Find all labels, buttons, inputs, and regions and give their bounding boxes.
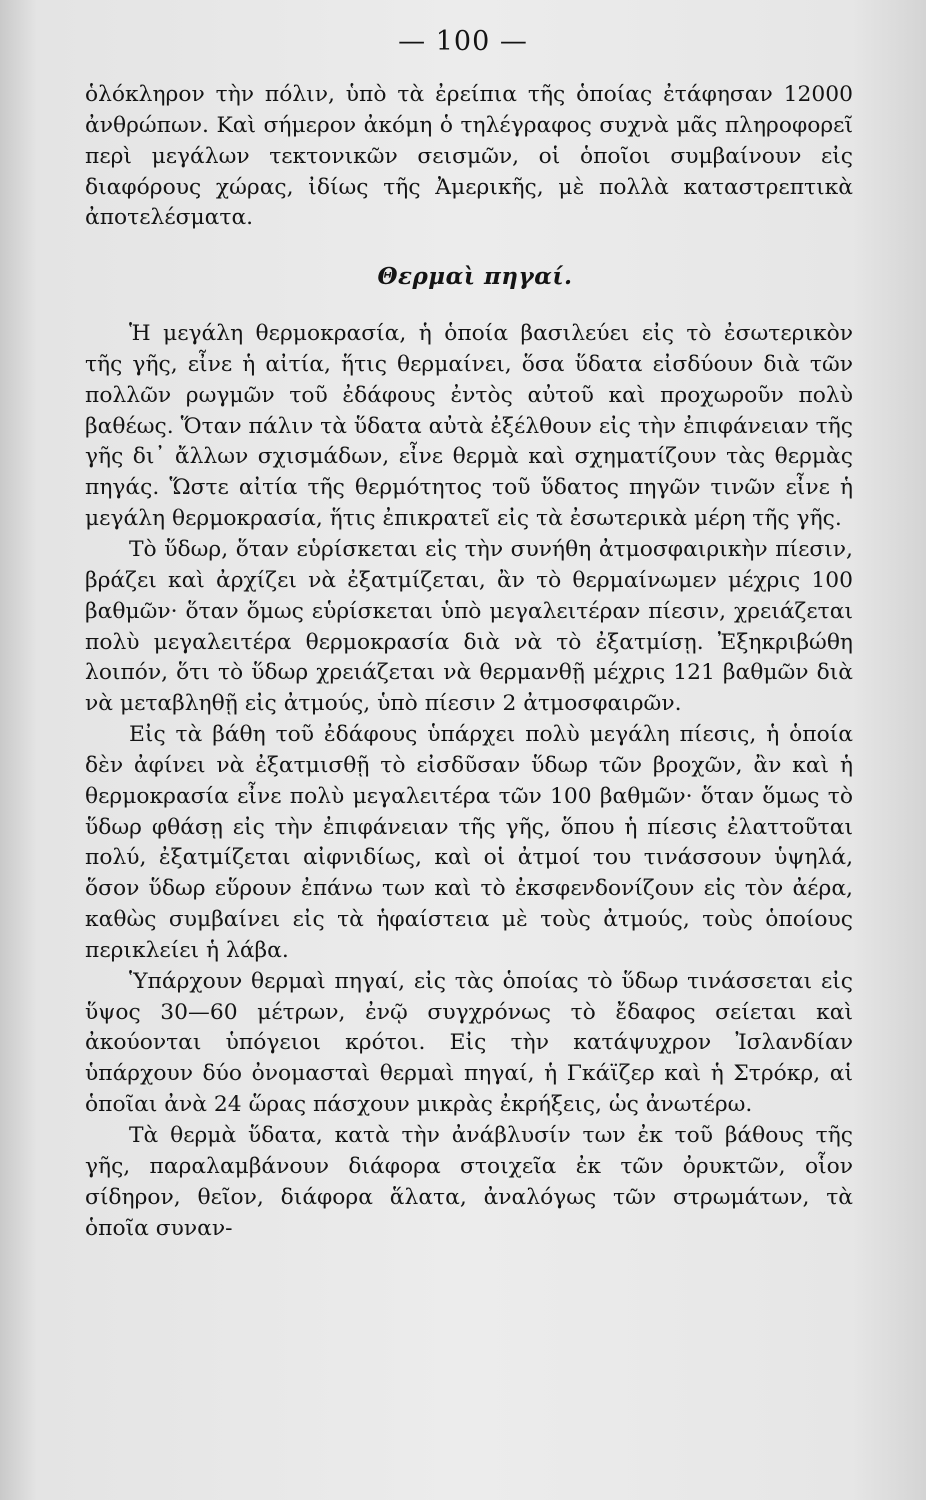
page-number: — 100 — <box>398 26 528 57</box>
paragraph-5: Ὑπάρχουν θερμαὶ πηγαί, εἰς τὰς ὁποίας τὸ ὕδωρ τινάσσεται εἰς ὕψος 30—60 μέτρων, ἐνῷ συγχρόνως τὸ ἔδαφος σείεται καὶ ἀκούονται ὑπόγειοι κρότοι. Εἰς τὴν κατάψυχρον Ἰσλανδίαν ὑπάρχουν δύο ὀνομασταὶ θερμαὶ πηγαί, ἡ Γκάϊζερ καὶ ἡ Στρόκρ, αἱ ὁποῖαι ἀνὰ 24 ὥρας πάσχουν μικρὰς ἐκρήξεις, ὡς ἀνωτέρω. <box>85 968 853 1118</box>
section-heading: Θερμαὶ πηγαί. <box>377 263 573 291</box>
paragraph-6: Τὰ θερμὰ ὕδατα, κατὰ τὴν ἀνάβλυσίν των ἐκ τοῦ βάθους τῆς γῆς, παραλαμβάνουν διάφορα στοιχεῖα ἐκ τῶν ὀρυκτῶν, οἷον σίδηρον, θεῖον, διάφορα ἅλατα, ἀναλόγως τῶν στρωμάτων, τὰ ὁποῖα συναν- <box>85 1123 853 1241</box>
paragraph-3: Τὸ ὕδωρ, ὅταν εὑρίσκεται εἰς τὴν συνήθη ἀτμοσφαιρικὴν πίεσιν, βράζει καὶ ἀρχίζει νὰ ἐξατμίζεται, ἂν τὸ θερμαίνωμεν μέχρις 100 βαθμῶν· ὅταν ὅμως εὑρίσκεται ὑπὸ μεγαλειτέραν πίεσιν, χρειάζεται πολὺ μεγαλειτέρα θερμοκρασία διὰ νὰ τὸ ἐξατμίσῃ. Ἐξηκριβώθη λοιπόν, ὅτι τὸ ὕδωρ χρειάζεται νὰ θερμανθῇ μέχρις 121 βαθμῶν διὰ νὰ μεταβληθῇ εἰς ἀτμούς, ὑπὸ πίεσιν 2 ἀτμοσφαιρῶν. <box>85 536 853 717</box>
body-text <box>85 80 853 1244</box>
paragraph-1: ὁλόκληρον τὴν πόλιν, ὑπὸ τὰ ἐρείπια τῆς ὁποίας ἐτάφησαν 12000 ἀνθρώπων. Καὶ σήμερον ἀκόμη ὁ τηλέγραφος συχνὰ μᾶς πληροφορεῖ περὶ μεγάλων τεκτονικῶν σεισμῶν, οἱ ὁποῖοι συμβαίνουν εἰς διαφόρους χώρας, ἰδίως τῆς Ἀμερικῆς, μὲ πολλὰ καταστρεπτικὰ ἀποτελέσματα. <box>85 82 853 231</box>
paragraph-2: Ἡ μεγάλη θερμοκρασία, ἡ ὁποία βασιλεύει εἰς τὸ ἐσωτερικὸν τῆς γῆς, εἶνε ἡ αἰτία, ἥτις θερμαίνει, ὅσα ὕδατα εἰσδύουν διὰ τῶν πολλῶν ρωγμῶν τοῦ ἐδάφους ἐντὸς αὐτοῦ καὶ προχωροῦν πολὺ βαθέως. Ὅταν πάλιν τὰ ὕδατα αὐτὰ ἐξέλθουν εἰς τὴν ἐπιφάνειαν τῆς γῆς δι᾽ ἄλλων σχισμάδων, εἶνε θερμὰ καὶ σχηματίζουν τὰς θερμὰς πηγάς. Ὥστε αἰτία τῆς θερμότητος τοῦ ὕδατος πηγῶν τινῶν εἶνε ἡ μεγάλη θερμοκρασία, ἥτις ἐπικρατεῖ εἰς τὰ ἐσωτερικὰ μέρη τῆς γῆς. <box>85 321 853 532</box>
paragraph-4: Εἰς τὰ βάθη τοῦ ἐδάφους ὑπάρχει πολὺ μεγάλη πίεσις, ἡ ὁποία δὲν ἀφίνει νὰ ἐξατμισθῇ τὸ εἰσδῦσαν ὕδωρ τῶν βροχῶν, ἂν καὶ ἡ θερμοκρασία εἶνε πολὺ μεγαλειτέρα τῶν 100 βαθμῶν· ὅταν ὅμως τὸ ὕδωρ φθάσῃ εἰς τὴν ἐπιφάνειαν τῆς γῆς, ὅπου ἡ πίεσις ἐλαττοῦται πολύ, ἐξατμίζεται αἰφνιδίως, καὶ οἱ ἀτμοί του τινάσσουν ὑψηλά, ὅσον ὕδωρ εὕρουν ἐπάνω των καὶ τὸ ἐκσφενδονίζουν εἰς τὸν ἀέρα, καθὼς συμβαίνει εἰς τὰ ἡφαίστεια μὲ τοὺς ἀτμούς, τοὺς ὁποίους περικλείει ἡ λάβα. <box>85 722 853 963</box>
